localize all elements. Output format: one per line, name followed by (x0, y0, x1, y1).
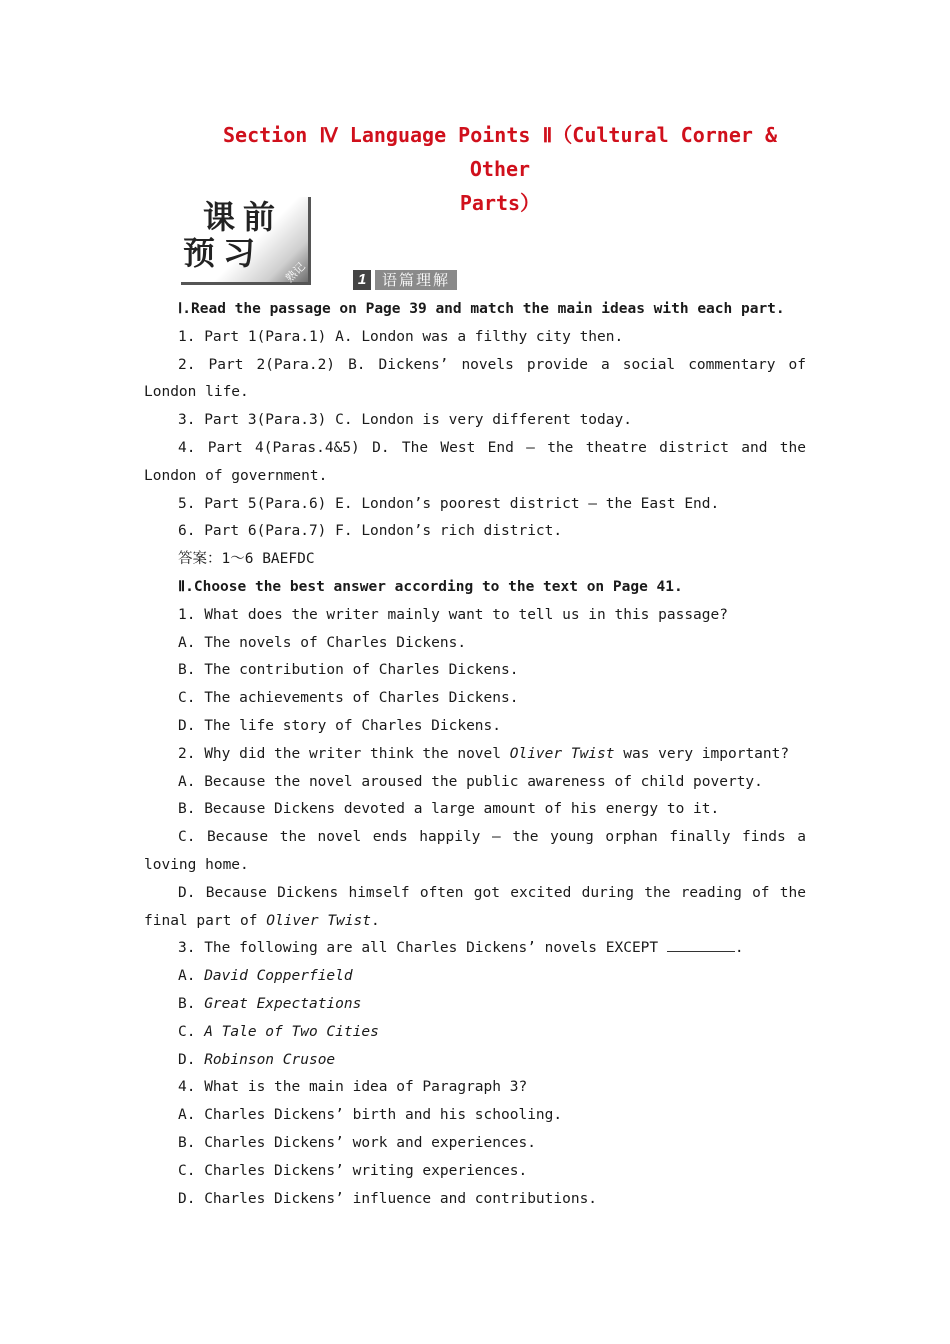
question-stem: 4. What is the main idea of Paragraph 3? (178, 1079, 528, 1096)
option (144, 880, 806, 936)
option: C. Because the novel ends happily — the young orphan finally finds a loving home. (144, 829, 806, 873)
stem-text: was very important? (614, 745, 790, 762)
option (144, 1047, 806, 1075)
option: C. The achievements of Charles Dickens. (178, 690, 519, 707)
part2-heading: Ⅱ.Choose the best answer according to the text on Page 41. (178, 578, 683, 595)
title-line-1: Section Ⅳ Language Points Ⅱ（Cultural Corner & Other (222, 123, 778, 181)
title-line-2: Parts） (459, 191, 541, 215)
option (144, 1019, 806, 1047)
option: B. The contribution of Charles Dickens. (178, 662, 519, 679)
match-item: 3. Part 3(Para.3) C. London is very different today. (178, 412, 632, 429)
option: B. Because Dickens devoted a large amount of his energy to it. (178, 801, 720, 818)
option: D. Charles Dickens’ influence and contributions. (178, 1190, 598, 1207)
question-stem: 1. What does the writer mainly want to tell us in this passage? (178, 606, 728, 623)
option (144, 991, 806, 1019)
answer-line: 答案：1～6 BAEFDC (178, 551, 315, 568)
option: A. Charles Dickens’ birth and his schooling. (178, 1107, 563, 1124)
match-item: 4. Part 4(Paras.4&5) D. The West End — the theatre district and the London of government. (144, 439, 806, 484)
stem-text: . (734, 940, 744, 957)
option: C. Charles Dickens’ writing experiences. (178, 1162, 528, 1179)
option (144, 963, 806, 991)
answer-blank (667, 939, 735, 952)
option: B. Charles Dickens’ work and experiences. (178, 1134, 536, 1151)
option-text: D. Because Dickens himself often got excited during the reading of the final part of (144, 884, 806, 929)
badge-line-1: 课前 (203, 198, 284, 236)
option: A. The novels of Charles Dickens. (178, 634, 467, 651)
option: A. Because the novel aroused the public awareness of child poverty. (178, 773, 763, 790)
book-title: David Copperfield (204, 968, 353, 985)
option-label: C. (178, 1023, 205, 1040)
option-label: B. (178, 995, 205, 1012)
part1-heading: Ⅰ.Read the passage on Page 39 and match the main ideas with each part. (178, 301, 785, 317)
book-title: Robinson Crusoe (204, 1051, 336, 1068)
book-title: Oliver Twist (509, 745, 615, 762)
option: D. The life story of Charles Dickens. (178, 717, 502, 734)
exercise-content (144, 296, 806, 1213)
book-title: Great Expectations (204, 995, 362, 1012)
section-tag-number: 1 (353, 270, 371, 290)
match-item: 1. Part 1(Para.1) A. London was a filthy city then. (178, 328, 624, 345)
stem-text: 2. Why did the writer think the novel (178, 745, 510, 762)
option-label: A. (178, 968, 205, 985)
book-title: A Tale of Two Cities (204, 1023, 379, 1040)
preview-badge (181, 197, 311, 285)
badge-line-2: 预习 (183, 234, 264, 272)
badge-corner-text: 熟记 (282, 259, 308, 285)
option-text: . (370, 912, 380, 929)
match-item: 5. Part 5(Para.6) E. London’s poorest district — the East End. (178, 495, 720, 512)
stem-text: 3. The following are all Charles Dickens’ novels EXCEPT (178, 940, 667, 957)
option-label: D. (178, 1051, 205, 1068)
match-item: 6. Part 6(Para.7) F. London’s rich district. (178, 523, 563, 540)
book-title: Oliver Twist (266, 912, 371, 929)
section-tag-label: 语篇理解 (375, 270, 457, 290)
question-stem (144, 741, 806, 769)
question-stem (144, 935, 806, 963)
section-tag (353, 269, 457, 291)
match-item: 2. Part 2(Para.2) B. Dickens’ novels provide a social commentary of London life. (144, 356, 806, 401)
